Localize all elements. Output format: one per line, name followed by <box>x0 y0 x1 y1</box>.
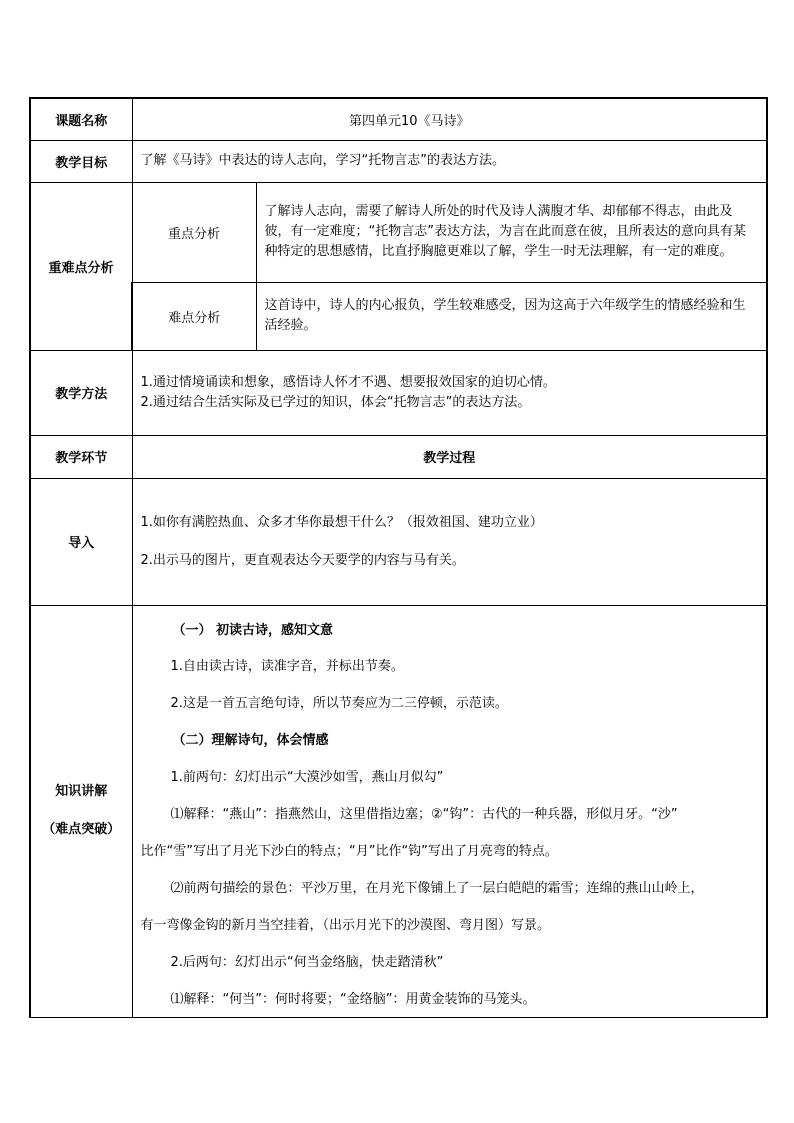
objective-row <box>30 140 767 182</box>
intro-line-1: 1.如你有满腔热血、众多才华你最想干什么？（报效祖国、建功立业） <box>140 514 543 530</box>
knowledge-row <box>30 605 767 1017</box>
section2-item1-b-line1: ⑵前两句描绘的景色：平沙万里，在月光下像铺上了一层白皑皑的霜雪；连绵的燕山山岭上， <box>170 880 704 896</box>
hard-analysis-label: 难点分析 <box>132 282 256 350</box>
lesson-plan-table <box>29 97 768 1018</box>
difficulty-label: 重难点分析 <box>30 182 132 350</box>
section1-item1: 1.自由读古诗，读准字音，并标出节奏。 <box>170 658 404 674</box>
intro-line-2: 2.出示马的图片，更直观表达今天要学的内容与马有关。 <box>140 552 465 568</box>
section2-item2: 2.后两句：幻灯出示“何当金络脑，快走踏清秋” <box>170 954 444 970</box>
section2-item2-a: ⑴解释：“何当”：何时将要；“金络脑”：用黄金装饰的马笼头。 <box>170 991 536 1007</box>
section2-item1-a-line1: ⑴解释：“燕山”：指燕然山，这里借指边塞；②“钩”：古代的一种兵器，形似月牙。“沙” <box>170 806 678 822</box>
key-analysis-row <box>30 182 767 282</box>
process-header-row <box>30 435 767 478</box>
knowledge-label-line2: （难点突破） <box>42 822 121 837</box>
title-label: 课题名称 <box>30 98 132 140</box>
method-label: 教学方法 <box>30 350 132 435</box>
knowledge-label-line1: 知识讲解 <box>55 784 108 799</box>
intro-row <box>30 478 767 605</box>
process-header: 教学过程 <box>132 435 767 478</box>
key-analysis-label: 重点分析 <box>132 182 256 282</box>
method-row <box>30 350 767 435</box>
knowledge-label <box>30 605 132 1017</box>
section2-item1-a-line2: 比作“雪”写出了月光下沙白的特点；“月”比作“钩”写出了月亮弯的特点。 <box>140 843 558 859</box>
section2-heading: （二）理解诗句，体会情感 <box>172 732 329 748</box>
objective-label: 教学目标 <box>30 140 132 182</box>
method-content <box>132 350 767 435</box>
section1-item2: 2.这是一首五言绝句诗，所以节奏应为二三停顿，示范读。 <box>170 695 508 711</box>
stage-header: 教学环节 <box>30 435 132 478</box>
title-value <box>132 98 767 140</box>
hard-analysis-row <box>30 282 767 350</box>
method-line-1: 1.通过情境诵读和想象，感悟诗人怀才不遇、想要报效国家的迫切心情。 <box>140 374 556 390</box>
hard-analysis-text: 这首诗中，诗人的内心报负，学生较难感受，因为这高于六年级学生的情感经验和生活经验。 <box>256 282 767 350</box>
knowledge-content <box>132 605 767 1017</box>
method-line-2: 2.通过结合生活实际及已学过的知识，体会“托物言志”的表达方法。 <box>140 394 531 410</box>
section2-item1: 1.前两句：幻灯出示“大漠沙如雪，燕山月似勾” <box>170 769 444 785</box>
section2-item1-b-line2: 有一弯像金钩的新月当空挂着，（出示月光下的沙漠图、弯月图）写景。 <box>140 917 551 933</box>
objective-text: 了解《马诗》中表达的诗人志向，学习“托物言志”的表达方法。 <box>132 140 767 182</box>
section1-heading: （一） 初读古诗，感知文意 <box>172 622 334 638</box>
title-row <box>30 98 767 140</box>
intro-label: 导入 <box>30 478 132 605</box>
key-analysis-text: 了解诗人志向，需要了解诗人所处的时代及诗人满腹才华、却郁郁不得志，由此及彼，有一定难度；“托物言志”表达方法，为言在此而意在彼，且所表达的意向具有某种特定的思想感情，比直抒胸臆更难以了解，学生一时无法理解，有一定的难度。 <box>256 182 767 282</box>
title-text: 第四单元10《马诗》 <box>348 113 470 129</box>
intro-content <box>132 478 767 605</box>
